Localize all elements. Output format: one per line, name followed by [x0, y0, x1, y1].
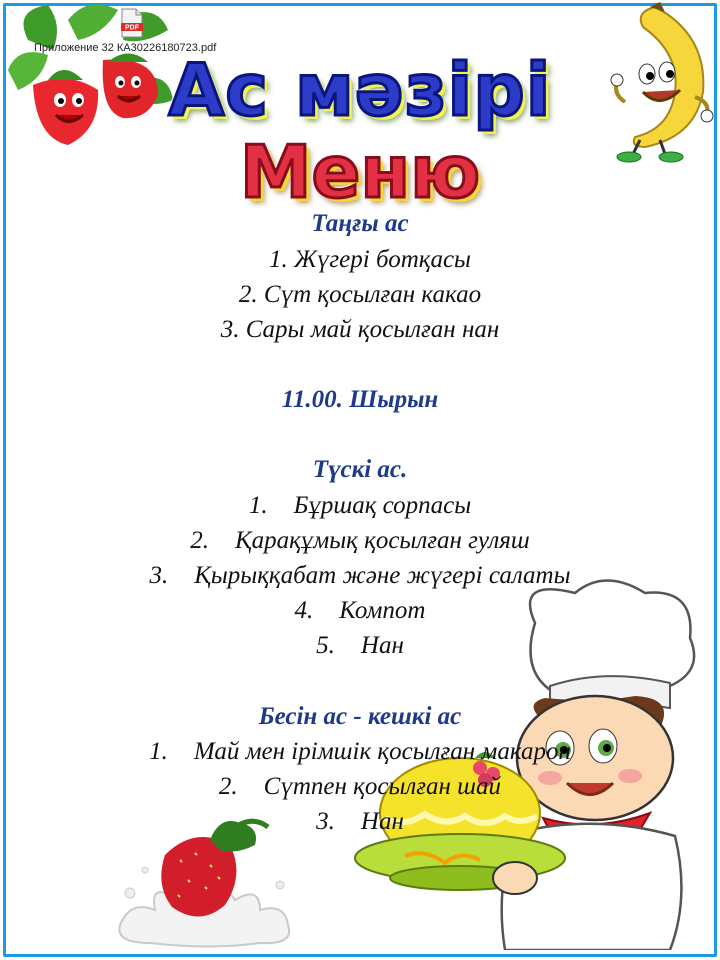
lunch-item-2 [0, 527, 720, 555]
pdf-icon-label: PDF [125, 24, 139, 32]
snack-heading: 11.00. Шырын [281, 386, 439, 413]
breakfast-item-1: 1. Жүгері ботқасы [269, 246, 471, 273]
menu-title-kazakh: Ас мәзірі [168, 48, 552, 132]
breakfast-item-3: 3. Сары май қосылған нан [220, 316, 500, 343]
lunch-heading: Түскі ас. [312, 456, 408, 483]
dinner-item-3 [0, 808, 720, 836]
pdf-file-icon [120, 8, 144, 38]
lunch-item-number: 3. [149, 562, 169, 589]
lunch-item-number: 2. [190, 527, 209, 554]
attachment-filename[interactable]: Приложение 32 КА30226180723.pdf [34, 42, 217, 54]
lunch-item-1 [0, 492, 720, 520]
menu-title-russian: Меню [239, 130, 481, 214]
breakfast-heading: Таңғы ас [311, 210, 409, 237]
dinner-item-1 [0, 738, 720, 766]
lunch-item-text: Қырыққабат және жүгері салаты [194, 562, 571, 589]
dinner-item-text: Сүтпен қосылған шай [263, 773, 502, 800]
dinner-item-text: Нан [360, 808, 404, 835]
dinner-item-number: 3. [316, 808, 335, 835]
lunch-item-number: 5. [316, 632, 335, 659]
dinner-item-number: 2. [218, 773, 238, 800]
breakfast-item-2: 2. Сүт қосылған какао [238, 281, 482, 308]
dinner-item-number: 1. [149, 738, 168, 765]
lunch-item-text: Бұршақ сорпасы [293, 492, 472, 519]
dinner-item-text: Май мен ірімшік қосылған макарон [193, 738, 571, 765]
lunch-item-number: 4. [294, 597, 314, 624]
lunch-item-text: Нан [360, 632, 404, 659]
lunch-item-text: Компот [339, 597, 426, 624]
lunch-item-number: 1. [248, 492, 268, 519]
dinner-heading: Бесін ас - кешкі ас [258, 703, 462, 730]
lunch-item-text: Қарақұмық қосылған гуляш [235, 527, 530, 554]
dinner-item-2 [0, 773, 720, 801]
